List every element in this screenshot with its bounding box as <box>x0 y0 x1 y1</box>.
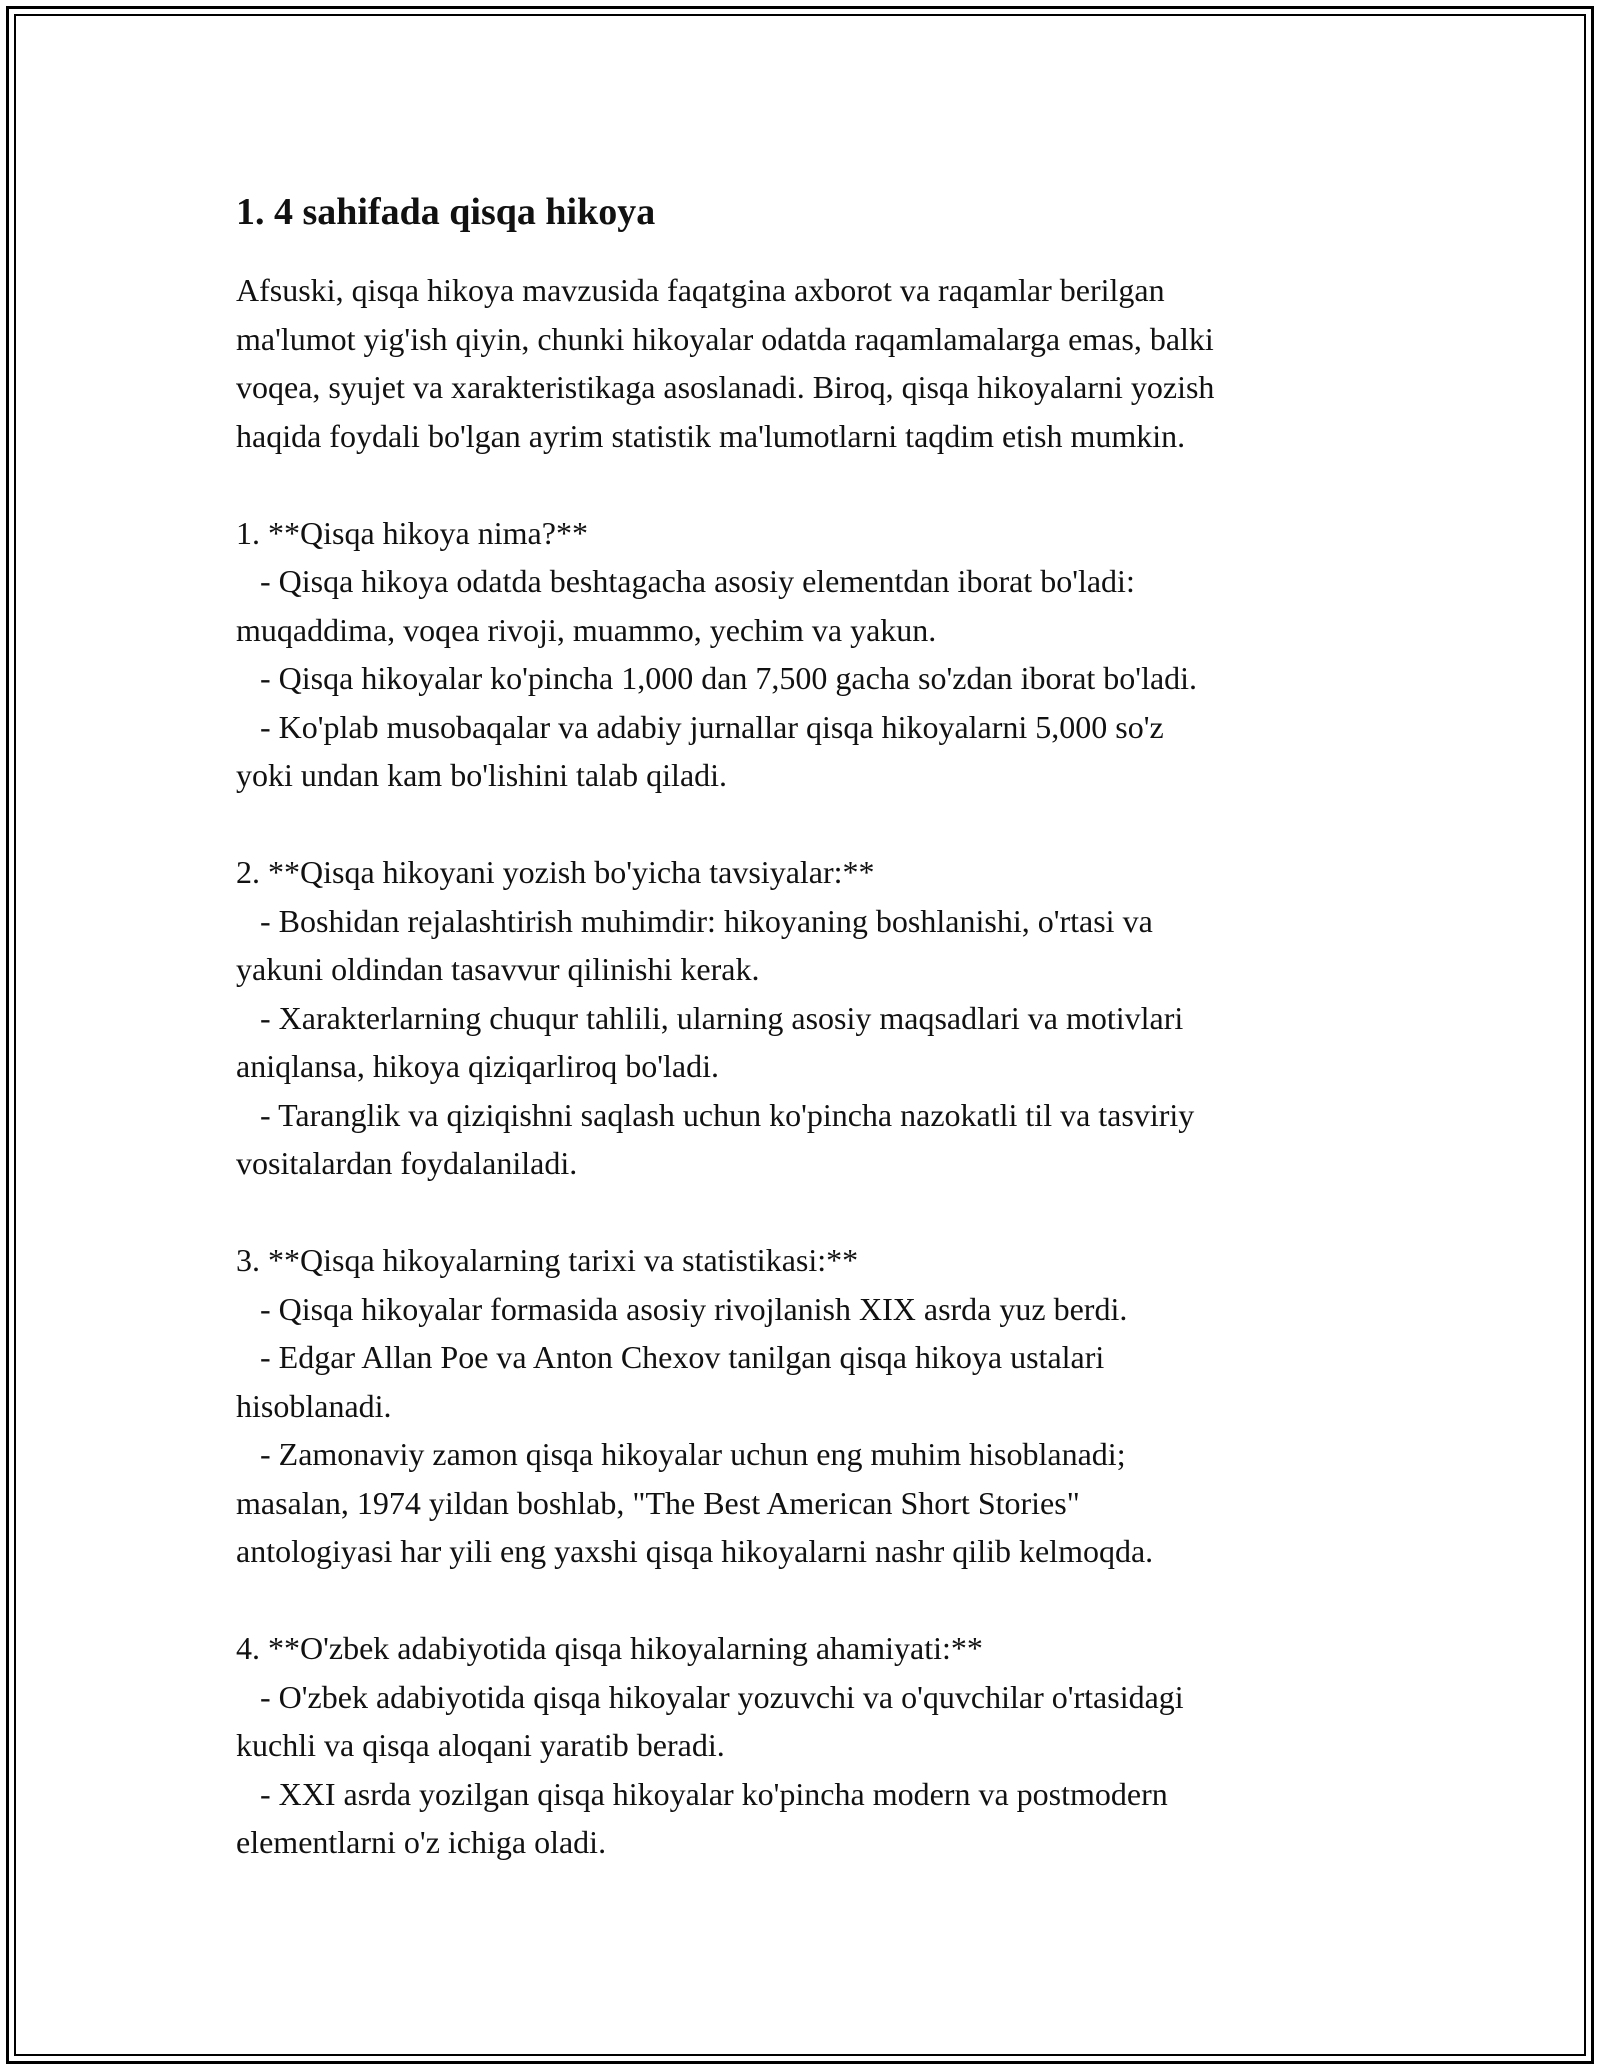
list-item: - Ko'plab musobaqalar va adabiy jurnallar qisqa hikoyalarni 5,000 so'z yoki undan kam bo'lishini talab qiladi. <box>236 708 1164 793</box>
spacer <box>236 460 1386 509</box>
list-item: - Xarakterlarning chuqur tahlili, ularning asosiy maqsadlari va motivlari aniqlansa, hikoya qiziqarliroq bo'ladi. <box>236 999 1184 1084</box>
section-1 <box>236 509 1386 800</box>
spacer <box>236 800 1386 849</box>
list-item: - Zamonaviy zamon qisqa hikoyalar uchun eng muhim hisoblanadi; masalan, 1974 yildan boshlab, "The Best American Short Stories" antologiyasi har yili eng yaxshi qisqa hikoyalarni nashr qilib kelmoqda. <box>236 1436 1154 1569</box>
section-heading: 4. **O'zbek adabiyotida qisqa hikoyalarning ahamiyati:** <box>236 1630 983 1666</box>
intro-paragraph: Afsuski, qisqa hikoya mavzusida faqatgina axborot va raqamlar berilgan ma'lumot yig'ish qiyin, chunki hikoyalar odatda raqamlamalarga emas, balki voqea, syujet va xarakteristikaga asoslanadi. Biroq, qisqa hikoyalarni yozish haqida foydali bo'lgan ayrim statistik ma'lumotlarni taqdim etish mumkin. <box>236 272 1215 454</box>
spacer <box>236 1188 1386 1237</box>
list-item: - Boshidan rejalashtirish muhimdir: hikoyaning boshlanishi, o'rtasi va yakuni oldindan tasavvur qilinishi kerak. <box>236 902 1153 987</box>
spacer <box>236 1576 1386 1625</box>
document-title: 1. 4 sahifada qisqa hikoya <box>236 191 656 233</box>
list-item: - Qisqa hikoyalar ko'pincha 1,000 dan 7,500 gacha so'zdan iborat bo'ladi. <box>236 660 1198 696</box>
section-heading: 1. **Qisqa hikoya nima?** <box>236 514 588 551</box>
list-item: - Qisqa hikoya odatda beshtagacha asosiy elementdan iborat bo'ladi: muqaddima, voqea rivoji, muammo, yechim va yakun. <box>236 563 1135 648</box>
list-item: - Taranglik va qiziqishni saqlash uchun ko'pincha nazokatli til va tasviriy vositalardan foydalaniladi. <box>236 1096 1195 1181</box>
list-item: - XXI asrda yozilgan qisqa hikoyalar ko'pincha modern va postmodern elementlarni o'z ichiga oladi. <box>236 1775 1168 1860</box>
list-item: - O'zbek adabiyotida qisqa hikoyalar yozuvchi va o'quvchilar o'rtasidagi kuchli va qisqa aloqani yaratib beradi. <box>236 1678 1184 1763</box>
list-item: - Qisqa hikoyalar formasida asosiy rivojlanish XIX asrda yuz berdi. <box>236 1290 1128 1327</box>
section-2 <box>236 848 1386 1188</box>
section-3 <box>236 1236 1386 1576</box>
section-heading: 3. **Qisqa hikoyalarning tarixi va statistikasi:** <box>236 1242 859 1278</box>
document-body <box>236 186 1386 1867</box>
list-item: - Edgar Allan Poe va Anton Chexov tanilgan qisqa hikoya ustalari hisoblanadi. <box>236 1339 1105 1424</box>
section-4 <box>236 1624 1386 1867</box>
section-heading: 2. **Qisqa hikoyani yozish bo'yicha tavsiyalar:** <box>236 854 875 890</box>
